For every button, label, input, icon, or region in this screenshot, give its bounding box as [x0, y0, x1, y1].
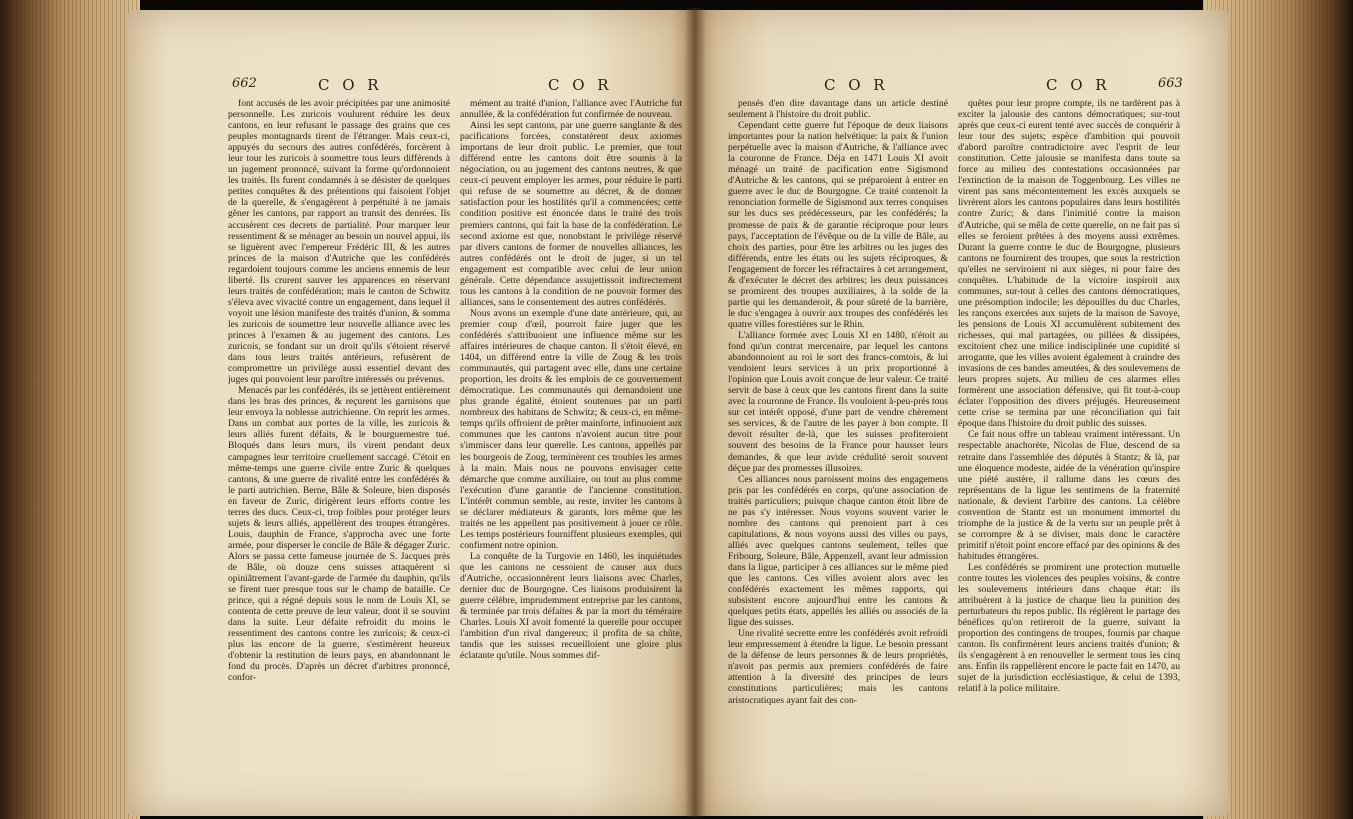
paragraph: font accusés de les avoir précipitées par une animosité personnelle. Les zuricois voulurent réduire les deux cantons, en leur refusant le passage des grains que ces peuples montagnards tirent de l'étranger. Mais ceux-ci, appuyés du secours des autres confédérés, forcèrent à leur tour les zuricois à soumettre tous leurs différends à un jugement prononcé, suivant la forme qu'ordonnoient les traités. Ils furent condamnés à se désister de quelques petites conquêtes & des prétentions qui faisoient l'objet de la querelle, & s'engagèrent à perpétuité à ne jamais gêner les cantons, par rapport au transit des denrées. Ils accusèrent ces decrets de partialité. Pour marquer leur ressentiment & se ménager au besoin un nouvel appui, ils se liguèrent avec l'empereur Frédéric III, & les autres princes de la maison d'Autriche que les confédérés regardoient toujours comme les anciens ennemis de leur liberté. Ils crurent sauver les apparences en réservant leurs traités de confédération; mais le canton de Schwitz s'éleva avec vivacité contre un engagement, dans lequel il voyoit une lésion manifeste des traités d'union, & somma les zuricois de soumettre leur nouvelle alliance avec les princes à l'examen & au jugement des cantons. Les zuricois, se fondant sur un droit qu'ils s'étoient réservé dans tous leurs traités antérieurs, refusèrent de compromettre un privilège aussi essentiel devant des juges qui pouvoient leur paroître intéressés ou prévenus.	[228, 98, 450, 386]
text-column-2	[460, 98, 682, 818]
text-column-1	[728, 98, 948, 818]
left-page	[128, 10, 694, 816]
page-stack-left	[0, 0, 140, 819]
running-head-left: C O R	[824, 76, 889, 94]
paragraph: Menacés par les confédérés, ils se jettèrent entièrement dans les bras des princes, & reçurent les garnisons que leur envoya la noblesse autrichienne. On reprit les armes. Dans un combat aux portes de la ville, les zuricois & leurs alliés furent défaits, & le bourguemestre tué. Bloqués dans leurs murs, ils virent pendant deux campagnes leur territoire cruellement saccagé. C'étoit en même-temps une guerre civile entre Zuric & quelques cantons, & une guerre de rivalité entre les confédérés & le parti autrichien. Berne, Bâle & Soleure, bien disposés en faveur de Zuric, dirigèrent leurs efforts contre les terres des ducs. Ceux-ci, trop foibles pour protéger leurs sujets & leurs alliés, appellèrent des troupes étrangères. Louis, dauphin de France, s'approcha avec une forte armée, pour disperser le concile de Bâle & dégager Zuric. Alors se passa cette fameuse journée de S. Jacques près de Bâle, où douze cens suisses attaquèrent si opiniâtrement l'avant-garde de l'armée du dauphin, qu'ils se firent tuer presque tous sur le champ de bataille. Ce prince, qui a régné depuis sous le nom de Louis XI, se contenta de cette preuve de leur valeur, dont il se souvint dans la suite. Leur défaite refroidit du moins le ressentiment des cantons contre les zuricois; & ceux-ci plus las encore de la guerre, s'estimèrent heureux d'obtenir la restitution de leurs pays, en abandonnant le fond du procès. D'après un décret d'arbitres prononcé, confor-	[228, 385, 450, 684]
paragraph: L'alliance formée avec Louis XI en 1480, n'étoit au fond qu'un contrat mercenaire, par lequel les cantons abandonnoient au roi le sort des francs-comtois, & lui vendoient leurs services à un prix proportionné à l'opinion que Louis avoit conçue de leur valeur. Ce traité servit de base à ceux que les cantons firent dans la suite avec la couronne de France. Ils vouloient à-peu-près tous sur cet intérêt opposé, d'une part de vendre chèrement ses services, & de l'autre de les payer à bon compte. Il devoit résulter de-là, que les suisses profiteroient souvent des besoins de la France pour hausser leurs demandes, & que leur avide crédulité seroit souvent déçue par des promesses illusoires.	[728, 329, 948, 474]
page-number: 662	[232, 76, 257, 91]
paragraph: Cependant cette guerre fut l'époque de deux liaisons importantes pour la nation helvétique: la paix & l'union perpétuelle avec la maison d'Autriche, & l'alliance avec la couronne de France. Déja en 1471 Louis XI avoit ménagé un traité de pacification entre Sigismond d'Autriche & les cantons, qui se préparoient à entrer en guerre avec le duc de Bourgogne. Ce traité contenoit la renonciation formelle de Sigismond aux terres conquises sur les ducs ses prédécesseurs, par les confédérés; la promesse de paix & de garantie réciproque pour leurs pays, l'acceptation de l'évêque ou de la ville de Bâle, au choix des parties, pour être les arbitres ou les juges des différends, entre les états ou les sujets réciproques, & l'engagement de forcer les réfractaires à cet arrangement, & d'exécuter le décret des arbitres; les deux puissances se promirent des troupes auxiliaires, à la solde de la partie qui les demanderoit, & pour sûreté de la barrière, le duc s'engagea à ouvrir aux troupes des confédérés les quatre villes forestières sur le Rhin.	[728, 120, 948, 330]
paragraph: mément au traité d'union, l'alliance avec l'Autriche fut annullée, & la confédération fut confirmée de nouveau.	[460, 98, 682, 121]
page-number: 663	[1158, 76, 1183, 91]
right-page	[694, 10, 1228, 816]
text-column-2	[958, 98, 1180, 818]
paragraph: Ainsi les sept cantons, par une guerre sanglante & des pacifications forcées, constatèrent deux axiomes importans de leur droit public. Le premier, que tout différend entre les cantons doit être soumis à la négociation, ou au jugement des cantons neutres, & que ceux-ci peuvent employer les armes, pour réduire le parti qui refuse de se soumettre au décret, & de donner satisfaction pour les hostilités qu'il a commencées; cette condition positive est énoncée dans le traité des trois premiers cantons, qui fait la base de la confédération. Le second axiome est que, nonobstant le privilège réservé par divers cantons de former de nouvelles alliances, les autres confédérés ont le droit de juger, si un tel engagement est compatible avec celui de leur union générale. Cette dépendance assujettissoit indirectement tous les cantons à la condition de ne pouvoir former des alliances, sans le consentement des autres confédérés.	[460, 120, 682, 308]
text-column-1	[228, 98, 450, 818]
running-head-left: C O R	[318, 76, 383, 94]
paragraph: Ce fait nous offre un tableau vraiment intéressant. Un respectable anachorète, Nicolas de Flue, descend de sa retraite dans l'assemblée des députés à Stantz; & là, par une éloquence modeste, aidée de la vénération qu'inspire une piété austère, il rallume dans les cœurs des représentans de la ligue les sentimens de la fraternité nationale, & devient l'arbitre des cantons. La célèbre convention de Stantz est un monument immortel du triomphe de la justice & de la vertu sur un peuple prêt à se corrompre & à se diviser, mais donc le caractère primitif n'étoit point encore effacé par des opinions & des habitudes étrangères.	[958, 429, 1180, 562]
paragraph: pensés d'en dire davantage dans un article destiné seulement à l'histoire du droit public.	[728, 98, 948, 121]
paragraph: Les confédérés se promirent une protection mutuelle contre toutes les violences des peuples voisins, & contre les soulevemens intérieurs dans chaque état: ils attribuèrent à la justice de chaque lieu la punition des perturbateurs du repos public. Ils réglèrent le partage des bénéfices qu'on retireroit de la guerre, suivant la proportion des contingens de troupes, fournis par chaque canton. Ils confirmèrent leurs anciens traités d'union; & ils s'engagèrent à en renouveller le serment tous les cinq ans. Enfin ils rappellèrent encore le pacte fait en 1470, au sujet de la jurisdiction ecclésiastique, & celui de 1393, relatif à la police militaire.	[958, 561, 1180, 695]
book-gutter	[684, 8, 706, 818]
paragraph: La conquête de la Turgovie en 1460, les inquiétudes que les cantons ne cessoient de causer aux ducs d'Autriche, occasionnèrent leurs liaisons avec Charles, dernier duc de Bourgogne. Ces liaisons produisirent la guerre célèbre, imprudemment entreprise par les cantons, & terminée par trois défaites & par la mort du téméraire Charles. Louis XI avoit fomenté la querelle pour occuper l'ambition d'un rival dangereux; il profita de sa chûte, tandis que les suisses recueilloient une gloire plus éclatante qu'utile. Nous sommes dif-	[460, 550, 682, 662]
running-head-right: C O R	[1046, 76, 1111, 94]
paragraph: Une rivalité secrette entre les confédérés avoit refroidi leur empressement à étendre la ligue. Le besoin pressant de la défense de leurs personnes & de leurs propriétés, n'avoit pas permis aux premiers confédérés de faire attention à la diversité des principes de leurs constitutions particulières; mais les cantons aristocratiques ayant fait des con-	[728, 628, 948, 706]
paragraph: Ces alliances nous paroissent moins des engagemens pris par les confédérés en corps, qu'une association de traités particuliers; puisque chaque canton étoit libre de ne pas s'y intéresser. Nous voyons souvent varier le nombre des cantons qui prenoient part à ces capitulations, & nous voyons aussi des villes ou pays, alliés avec quelques cantons seulement, telles que Fribourg, Soleure, Bâle, Appenzell, avant leur admission dans la ligue, participer à ces alliances sur le même pied que les cantons. Ces villes avoient alors avec les confédérés exactement les mêmes rapports, qui subsistent encore aujourd'hui entre les cantons & quelques petits états, appellés les alliés ou associés de la ligue des suisses.	[728, 473, 948, 629]
paragraph: quêtes pour leur propre compte, ils ne tardèrent pas à exciter la jalousie des cantons démocratiques; sur-tout après que ceux-ci eurent tenté avec succès de conquérir à leur tour des sujets; espèce d'ambition qui pouvoit d'abord paroître contradictoire avec l'esprit de leur constitution. Cette jalousie se manifesta dans toute sa force au milieu des contestations occasionnées par l'extinction de la maison de Toggenbourg. Les villes ne virent pas sans mécontentement les excès auxquels se livrèrent alors les cantons populaires dans leurs hostilités contre Zuric; & dans l'inimitié contre la maison d'Autriche, qui se mêla de cette querelle, on ne fait pas si elles se feroient prêtées à des moyens aussi extrêmes. Durant la guerre contre le duc de Bourgogne, plusieurs cantons ne fournirent des troupes, que sous la restriction qu'elles ne serviroient ni aux sièges, ni pour faire des conquêtes. L'habitude de la victoire inspiroit aux communes, sur-tout à celles des cantons démocratiques, une présomption indocile; les dépouilles du duc Charles, les rançons exercées aux sujets de la maison de Savoye, les pensions de Louis XI accumulèrent subitement des richesses, qui mal partagées, ou pillées & dissipées, excitoient chez une milice indisciplinée une cupidité si arrogante, que les villes avoient également à craindre des invasions de ces bandes ameutées, & des soulevemens de leurs propres sujets. Au milieu de ces alarmes elles formèrent une association défensive, qui fit tout-à-coup éclater l'opposition des divers préjugés. Heureusement cette crise se termina par une réconciliation qui fait époque dans l'histoire du droit public des suisses.	[958, 98, 1180, 430]
running-head-right: C O R	[548, 76, 613, 94]
paragraph: Nous avons un exemple d'une date antérieure, qui, au premier coup d'œil, pourroit faire juger que les confédérés s'attribuoient une influence même sur les affaires intérieures de chaque canton. Il s'étoit élevé, en 1404, un différend entre la ville de Zoug & les trois communautés, qui partagent avec elle, dans une certaine proportion, les droits & les emplois de ce gouvernement démocratique. Les communautés qui demandoient une plus grande égalité, étoient soutenues par un parti nombreux des habitans de Schwitz; & ceux-ci, en même-temps qu'ils offroient de prêter mainforte, infinuoient aux communes que les cantons n'avoient aucun titre pour s'immiscer dans leur querelle. Les cantons, appellés par les bourgeois de Zoug, terminèrent ces troubles les armes à la main. Mais nous ne pouvons envisager cette démarche que comme auxiliaire, ou tout au plus comme l'exécution d'une garantie de l'ancienne constitution. L'intérêt commun semble, au reste, inviter les cantons à se déclarer médiateurs & garants, lors même que les traités ne les appellent pas positivement à jouer ce rôle. Les temps postérieurs fourniffent plusieurs exemples, qui confirment notre opinion.	[460, 307, 682, 551]
